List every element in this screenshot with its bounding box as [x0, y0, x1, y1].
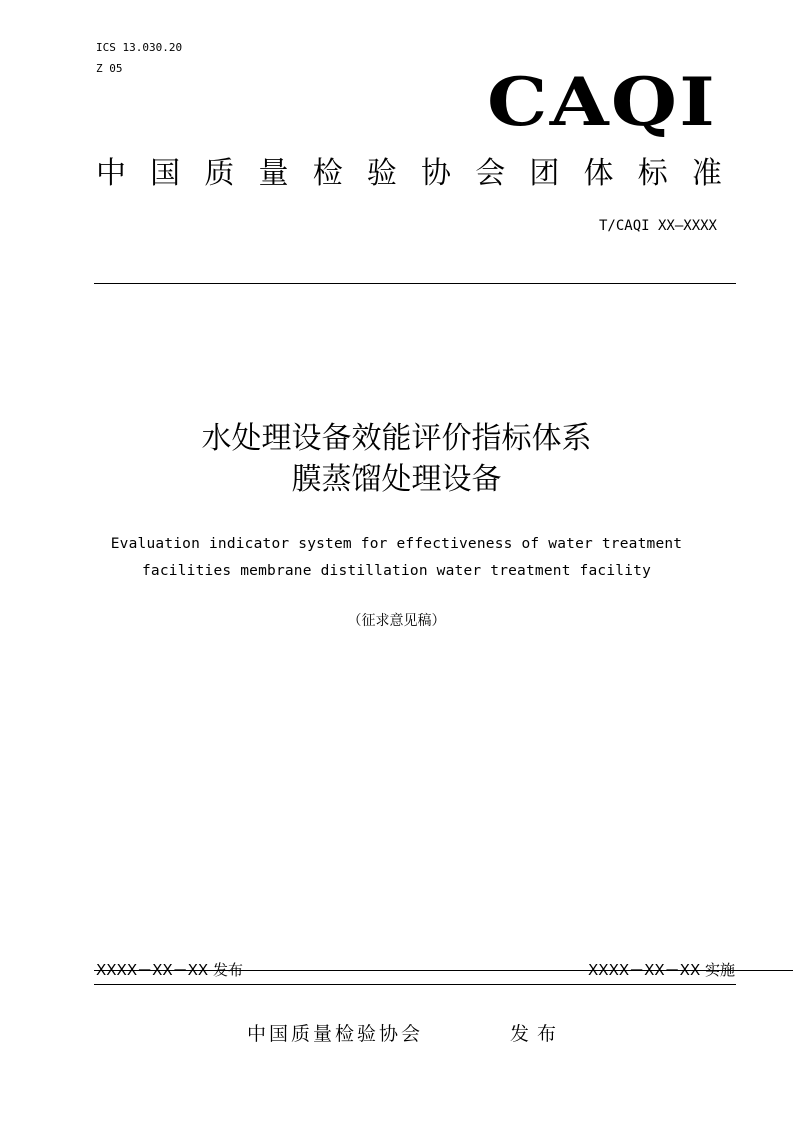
implement-date: XXXX－XX－XX 实施 [588, 961, 735, 979]
org-title-char: 验 [366, 156, 397, 191]
org-title-char: 体 [583, 156, 614, 191]
header-divider [94, 283, 736, 284]
org-title-char: 量 [258, 156, 289, 191]
org-title-char: 协 [421, 156, 452, 191]
publish-label: 发布 [510, 1023, 565, 1045]
org-standard-title [96, 154, 722, 194]
publish-date: XXXX－XX－XX 发布 [96, 961, 243, 979]
chinese-title-line-2: 膜蒸馏处理设备 [291, 462, 502, 497]
english-title-line-1: Evaluation indicator system for effectiveness of water treatment [110, 536, 683, 552]
org-title-char: 团 [529, 156, 560, 191]
draft-stage-label: （征求意见稿） [347, 613, 446, 629]
english-title [0, 531, 793, 585]
org-title-char: 会 [475, 156, 506, 191]
chinese-title [0, 418, 793, 500]
ccs-code: Z 05 [96, 62, 123, 75]
ics-code: ICS 13.030.20 [96, 41, 183, 54]
org-title-char: 准 [691, 156, 722, 191]
english-title-line-2: facilities membrane distillation water treatment facility [142, 563, 651, 579]
caqi-logo: CAQI [486, 63, 717, 141]
org-title-char: 标 [637, 156, 668, 191]
chinese-title-line-1: 水处理设备效能评价指标体系 [201, 421, 592, 456]
org-title-char: 检 [312, 156, 343, 191]
standard-number: T/CAQI XX—XXXX [598, 218, 717, 234]
footer-divider [94, 984, 736, 985]
org-title-char: 国 [150, 156, 181, 191]
publisher-name: 中国质量检验协会 [247, 1023, 424, 1045]
org-title-char: 中 [96, 156, 126, 191]
org-title-char: 质 [204, 156, 235, 191]
